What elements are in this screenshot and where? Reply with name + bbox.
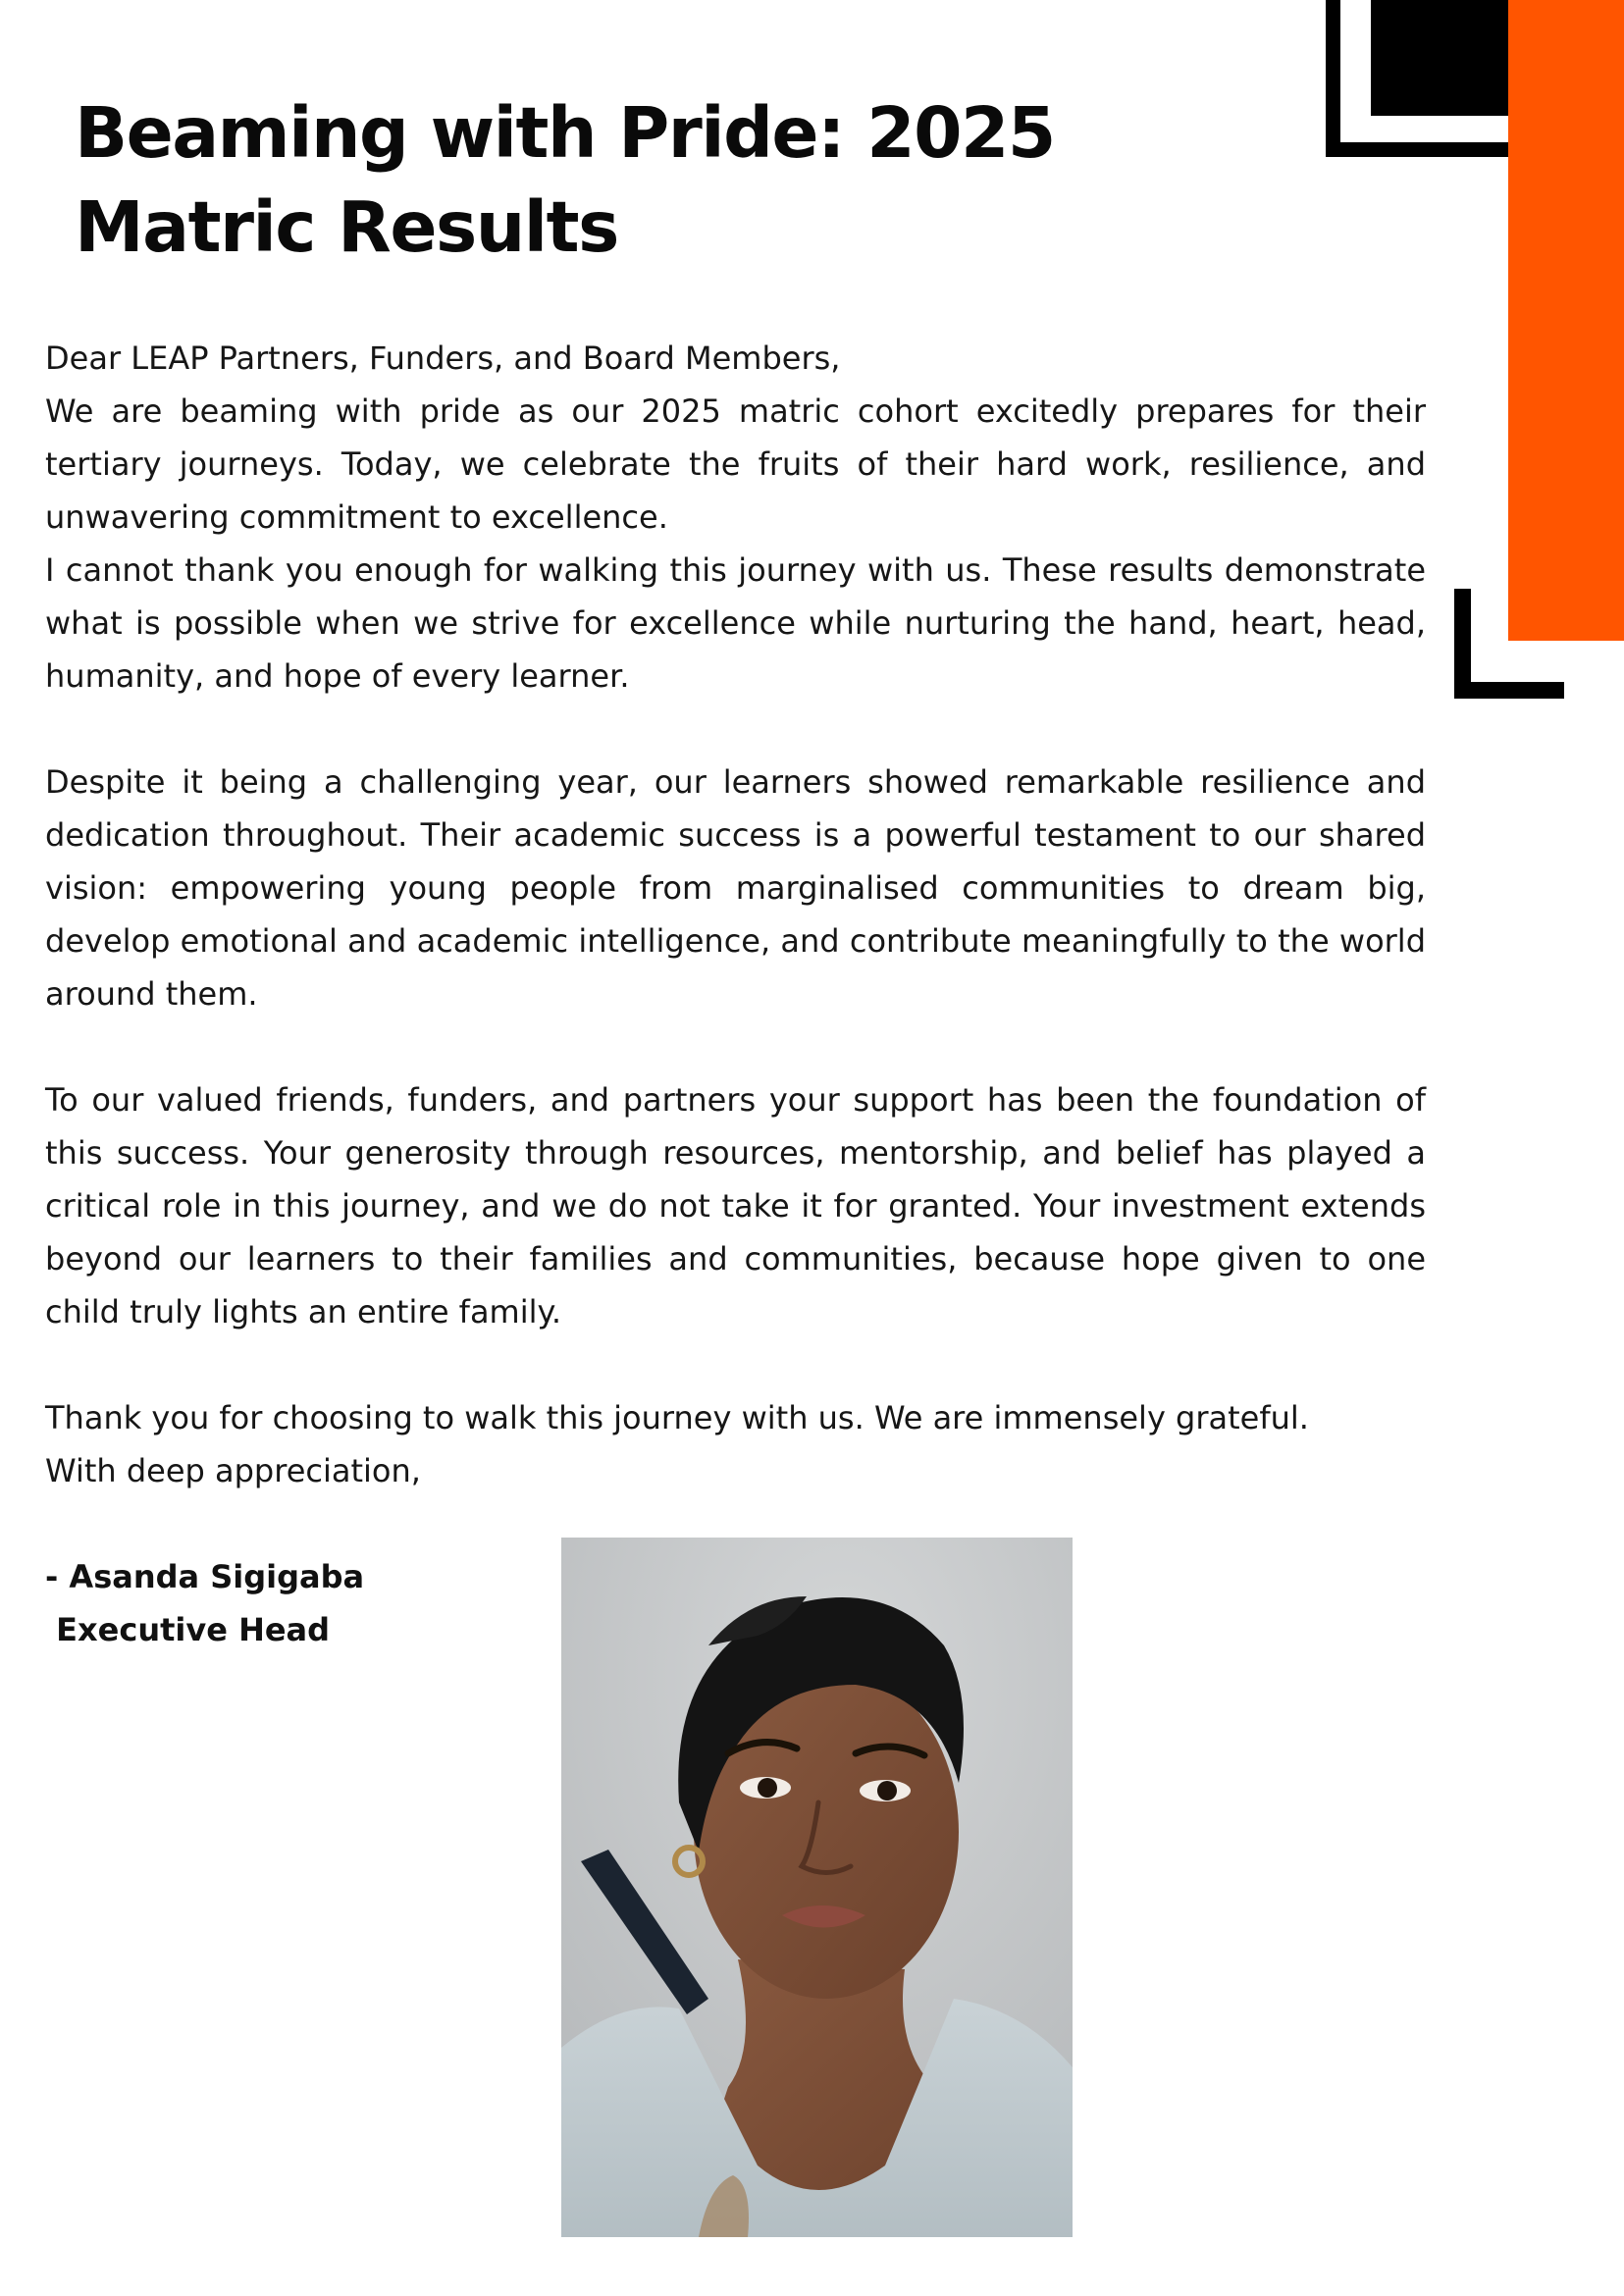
decorative-black-corner — [1454, 589, 1564, 699]
signature-role: Executive Head — [45, 1611, 331, 1648]
paragraph-2: I cannot thank you enough for walking this journey with us. These results demonstrate what is possible when we strive for excellence while nurturing the hand, heart, head, humanity, and hope of every learner. — [45, 551, 1426, 695]
paragraph-1: We are beaming with pride as our 2025 matric cohort excitedly prepares for their tertiary journeys. Today, we celebrate the fruits of their hard work, resilience, and unwavering commitment to excellence. — [45, 392, 1426, 536]
paragraph-4: To our valued friends, funders, and partners your support has been the foundation of this success. Your generosity through resources, mentorship, and belief has played a critical role in this journey, and we do not take it for granted. Your investment extends beyond our learners to their families and communities, because hope given to one child truly lights an entire family. — [45, 1081, 1426, 1331]
title-line-1: Beaming with Pride: 2025 — [75, 92, 1055, 174]
signature-block — [45, 1550, 364, 1656]
portrait-photo — [561, 1538, 1073, 2237]
title-line-2: Matric Results — [75, 186, 618, 268]
paragraph-thanks: Thank you for choosing to walk this journey with us. We are immensely grateful. — [45, 1399, 1309, 1436]
letter-body — [45, 332, 1426, 1497]
paragraph-3: Despite it being a challenging year, our learners showed remarkable resilience and dedication throughout. Their academic success is a powerful testament to our shared vision: empowering young people from marginalised communities to dream big, develop emotional and academic intelligence, and contribute meaningfully to the world around them. — [45, 763, 1426, 1013]
page-title — [75, 86, 1252, 275]
signature-name: - Asanda Sigigaba — [45, 1558, 365, 1595]
portrait-icon — [561, 1538, 1073, 2237]
closing: With deep appreciation, — [45, 1452, 421, 1489]
salutation: Dear LEAP Partners, Funders, and Board Members, — [45, 339, 841, 377]
decorative-orange-bar — [1508, 0, 1624, 641]
decorative-black-frame — [1326, 0, 1512, 157]
